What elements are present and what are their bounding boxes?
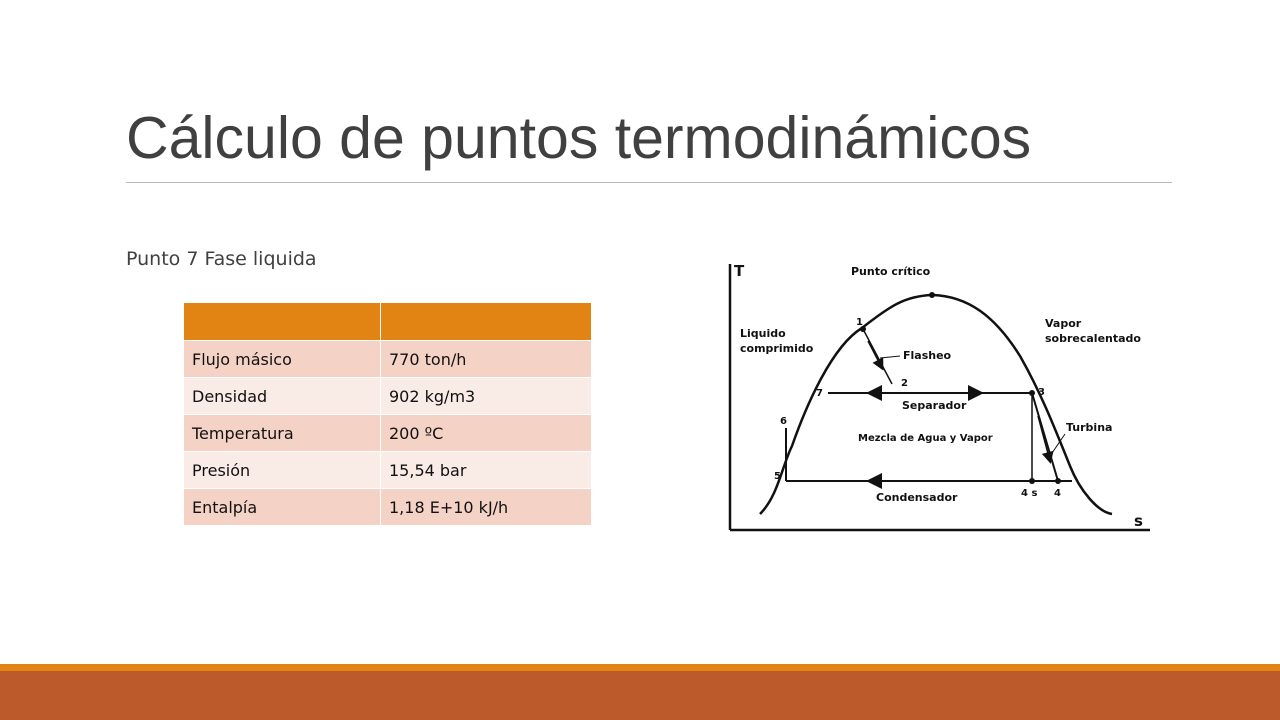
turbine-label: Turbina [1066,421,1113,434]
point-3 [1029,390,1035,396]
point-6-label: 6 [780,416,787,427]
point-1-label: 1 [856,317,863,328]
slide-subtitle: Punto 7 Fase liquida [126,248,317,270]
row-value: 200 ºC [381,415,592,452]
table-row [184,489,592,526]
properties-table [183,302,592,526]
footer-bar [0,671,1280,720]
point-3-label: 3 [1038,387,1045,398]
row-label: Densidad [184,378,381,415]
row-value: 1,18 E+10 kJ/h [381,489,592,526]
critical-point-label: Punto crítico [851,265,931,278]
condenser-label: Condensador [876,491,958,504]
point-4s-label: 4 s [1021,488,1038,499]
flash-label: Flasheo [903,349,952,362]
point-4 [1055,478,1061,484]
row-label: Temperatura [184,415,381,452]
superheated-vapor-label-2: sobrecalentado [1045,332,1141,345]
compressed-liquid-label-2: comprimido [740,342,814,355]
flash-line [863,329,892,384]
row-label: Presión [184,452,381,489]
superheated-vapor-label: Vapor [1045,317,1082,330]
compressed-liquid-label: Liquido [740,327,786,340]
row-label: Entalpía [184,489,381,526]
mixture-label: Mezcla de Agua y Vapor [858,433,993,444]
point-5-label: 5 [774,471,781,482]
table-row [184,452,592,489]
footer-accent-stripe [0,664,1280,671]
t-axis-label: T [734,262,745,280]
point-4-label: 4 [1054,488,1061,499]
row-value: 15,54 bar [381,452,592,489]
table-row [184,378,592,415]
point-7-label: 7 [816,388,823,399]
row-value: 770 ton/h [381,341,592,378]
title-divider [126,182,1172,183]
point-4s [1029,478,1035,484]
table-row [184,341,592,378]
separator-label: Separador [902,399,967,412]
row-label: Flujo másico [184,341,381,378]
slide-title: Cálculo de puntos termodinámicos [126,105,1032,171]
point-critical [929,292,935,298]
table-header-row [184,303,592,341]
row-value: 902 kg/m3 [381,378,592,415]
ts-diagram [720,256,1160,541]
point-2-label: 2 [901,378,908,389]
table-row [184,415,592,452]
s-axis-label: s [1134,512,1143,530]
